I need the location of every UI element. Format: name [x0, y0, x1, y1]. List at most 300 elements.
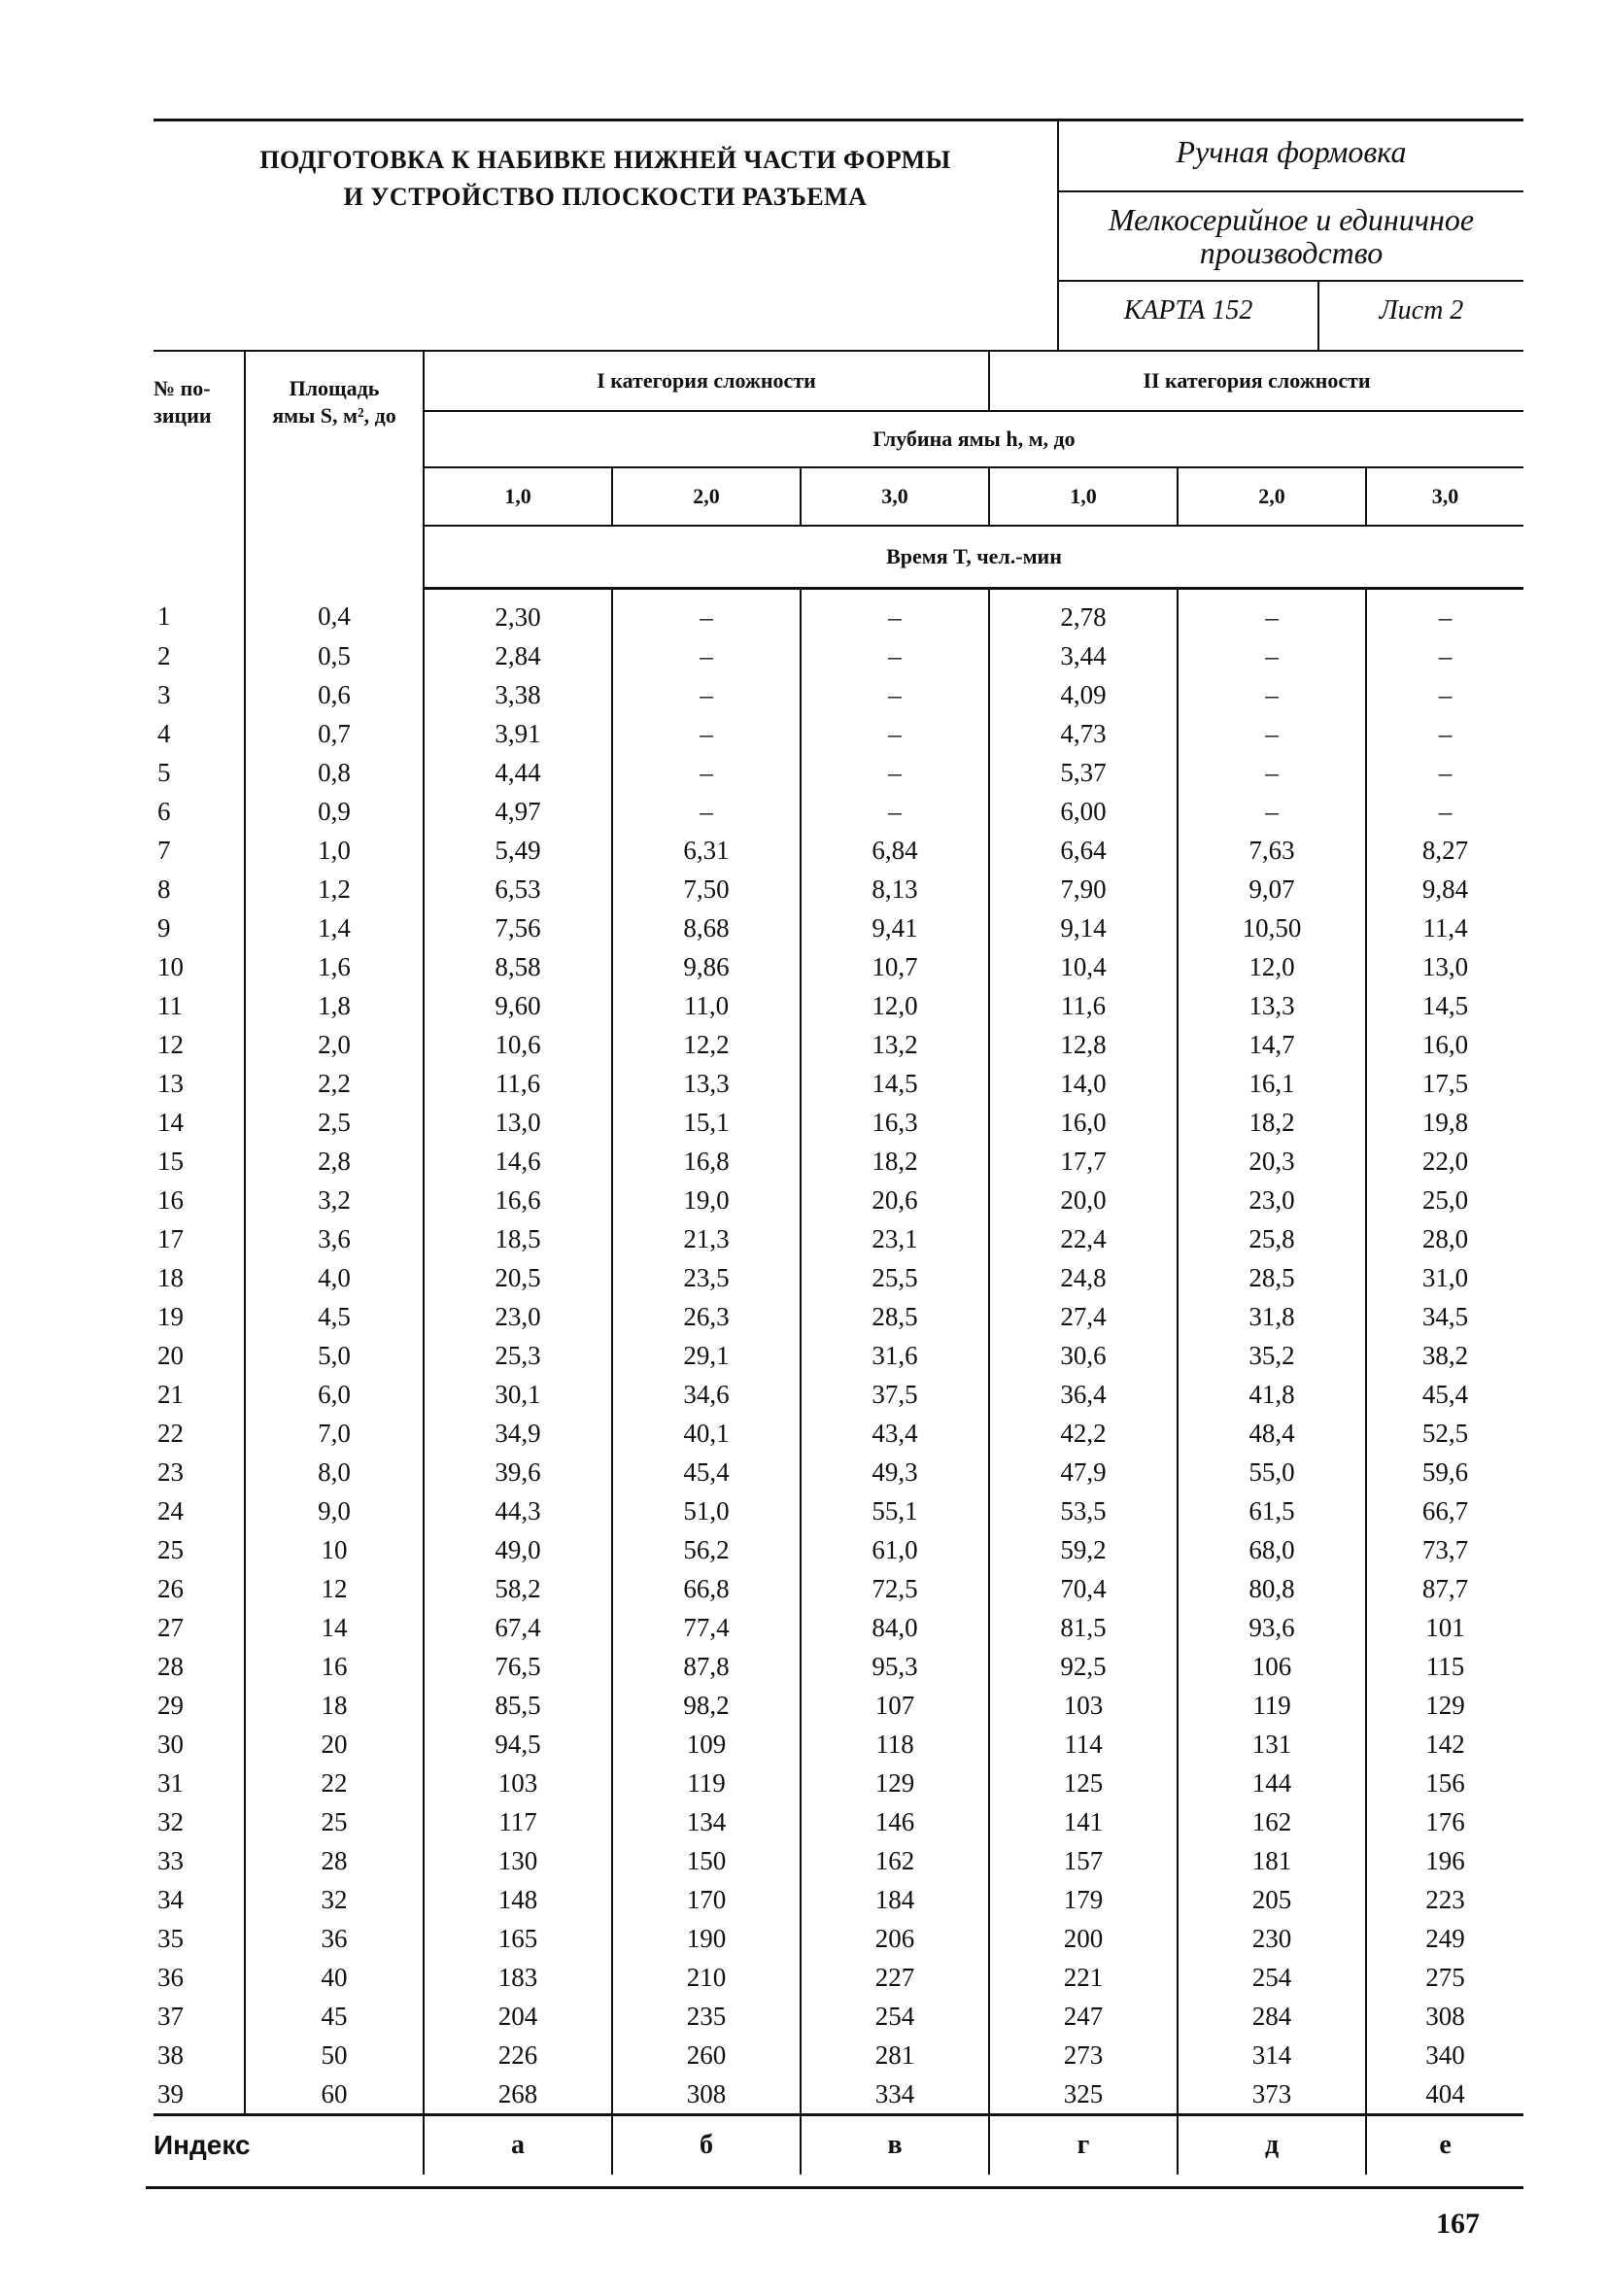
cell-time: – — [612, 589, 801, 637]
cell-time: 2,84 — [424, 636, 612, 675]
cell-area: 18 — [245, 1686, 424, 1725]
cell-time: 24,8 — [989, 1258, 1178, 1297]
cell-position: 28 — [157, 1652, 184, 1681]
table-row — [154, 1336, 1523, 1375]
cell-area: 0,4 — [245, 589, 424, 637]
cell-time: 27,4 — [989, 1297, 1178, 1336]
cell-time: 284 — [1178, 1997, 1366, 2036]
cell-time: 23,5 — [612, 1258, 801, 1297]
table-row — [154, 1142, 1523, 1181]
method-label: Ручная формовка — [1176, 134, 1407, 169]
cell-position: 21 — [157, 1380, 184, 1409]
cell-time: 39,6 — [424, 1453, 612, 1491]
cell-time: 13,3 — [612, 1064, 801, 1103]
cell-time: 14,6 — [424, 1142, 612, 1181]
cell-time: 16,3 — [801, 1103, 989, 1142]
cell-time: 119 — [612, 1764, 801, 1802]
cell-area: 0,6 — [245, 675, 424, 714]
cell-time: 92,5 — [989, 1647, 1178, 1686]
cell-time: 25,0 — [1366, 1181, 1523, 1219]
depth-value-2: 2,0 — [612, 467, 801, 526]
cell-time: 30,6 — [989, 1336, 1178, 1375]
cell-time: 80,8 — [1178, 1569, 1366, 1608]
cell-time: 325 — [989, 2074, 1178, 2115]
index-value-3: в — [801, 2115, 989, 2176]
cell-time: 6,00 — [989, 792, 1178, 831]
col-position-line1: № по- — [154, 376, 211, 400]
cell-position: 17 — [157, 1224, 184, 1253]
cell-time: 48,4 — [1178, 1414, 1366, 1453]
cell-time: 28,5 — [801, 1297, 989, 1336]
cell-time: – — [612, 753, 801, 792]
table-row — [154, 1491, 1523, 1530]
cell-time: – — [1178, 714, 1366, 753]
cell-time: – — [1178, 675, 1366, 714]
cell-time: 4,73 — [989, 714, 1178, 753]
cell-time: 125 — [989, 1764, 1178, 1802]
table-row — [154, 1725, 1523, 1764]
col-position-line2: зиции — [154, 403, 212, 428]
table-row — [154, 1569, 1523, 1608]
cell-area: 20 — [245, 1725, 424, 1764]
cell-time: 5,49 — [424, 831, 612, 870]
cell-time: – — [801, 792, 989, 831]
cell-time: 34,5 — [1366, 1297, 1523, 1336]
cell-time: – — [1178, 792, 1366, 831]
cell-time: 162 — [1178, 1802, 1366, 1841]
cell-time: 162 — [801, 1841, 989, 1880]
table-row — [154, 1608, 1523, 1647]
cell-time: 18,2 — [801, 1142, 989, 1181]
table-row — [154, 1997, 1523, 2036]
cell-time: – — [1366, 589, 1523, 637]
col-area-line1: Площадь — [289, 376, 380, 400]
cell-time: 223 — [1366, 1880, 1523, 1919]
cell-time: 25,5 — [801, 1258, 989, 1297]
cell-time: – — [1366, 714, 1523, 753]
cell-time: – — [1366, 675, 1523, 714]
cell-time: 13,0 — [424, 1103, 612, 1142]
time-header: Время T, чел.-мин — [424, 526, 1523, 589]
table-row — [154, 589, 1523, 637]
cell-position: 26 — [157, 1574, 184, 1603]
cell-time: 114 — [989, 1725, 1178, 1764]
cell-time: 36,4 — [989, 1375, 1178, 1414]
cell-time: 14,5 — [1366, 986, 1523, 1025]
cell-time: 106 — [1178, 1647, 1366, 1686]
cell-time: 142 — [1366, 1725, 1523, 1764]
cell-time: – — [1178, 753, 1366, 792]
cell-time: 12,0 — [801, 986, 989, 1025]
cell-position: 19 — [157, 1302, 184, 1331]
cell-time: 206 — [801, 1919, 989, 1958]
cell-time: 66,7 — [1366, 1491, 1523, 1530]
cell-area: 0,5 — [245, 636, 424, 675]
cell-time: 44,3 — [424, 1491, 612, 1530]
cell-time: 204 — [424, 1997, 612, 2036]
cell-position: 15 — [157, 1147, 184, 1176]
table-row — [154, 1258, 1523, 1297]
cell-time: 20,3 — [1178, 1142, 1366, 1181]
card-title — [154, 120, 1057, 352]
cell-time: 70,4 — [989, 1569, 1178, 1608]
table-row — [154, 2036, 1523, 2074]
cell-time: – — [612, 714, 801, 753]
cell-time: 52,5 — [1366, 1414, 1523, 1453]
cell-time: 190 — [612, 1919, 801, 1958]
cell-time: 22,4 — [989, 1219, 1178, 1258]
cell-time: 118 — [801, 1725, 989, 1764]
cell-time: 235 — [612, 1997, 801, 2036]
cell-time: 87,7 — [1366, 1569, 1523, 1608]
cell-position: 24 — [157, 1496, 184, 1525]
cell-time: 10,50 — [1178, 908, 1366, 947]
depth-value-6: 3,0 — [1366, 467, 1523, 526]
cell-time: 18,5 — [424, 1219, 612, 1258]
cell-position: 13 — [157, 1069, 184, 1098]
cell-time: 14,5 — [801, 1064, 989, 1103]
cell-position: 2 — [157, 641, 171, 670]
cell-time: – — [612, 792, 801, 831]
cell-time: 5,37 — [989, 753, 1178, 792]
cell-time: 2,30 — [424, 589, 612, 637]
cell-time: 4,44 — [424, 753, 612, 792]
cell-time: 14,0 — [989, 1064, 1178, 1103]
cell-time: 16,0 — [1366, 1025, 1523, 1064]
table-row — [154, 1103, 1523, 1142]
cell-time: 23,1 — [801, 1219, 989, 1258]
category-header-row — [154, 352, 1523, 411]
table-row — [154, 1219, 1523, 1258]
cell-position: 5 — [157, 758, 171, 787]
cell-time: 43,4 — [801, 1414, 989, 1453]
cell-time: 16,0 — [989, 1103, 1178, 1142]
cell-time: 170 — [612, 1880, 801, 1919]
cell-time: 49,3 — [801, 1453, 989, 1491]
cell-time: – — [801, 714, 989, 753]
cell-time: 308 — [1366, 1997, 1523, 2036]
cell-time: 18,2 — [1178, 1103, 1366, 1142]
cell-time: 20,5 — [424, 1258, 612, 1297]
cell-time: 9,14 — [989, 908, 1178, 947]
cell-time: 16,1 — [1178, 1064, 1366, 1103]
cell-time: 404 — [1366, 2074, 1523, 2115]
table-row — [154, 1414, 1523, 1453]
cell-time: 254 — [801, 1997, 989, 2036]
cell-time: 23,0 — [1178, 1181, 1366, 1219]
cell-time: 53,5 — [989, 1491, 1178, 1530]
cell-time: 16,6 — [424, 1181, 612, 1219]
col-area-line2: ямы S, м², до — [272, 403, 396, 428]
cell-time: 68,0 — [1178, 1530, 1366, 1569]
cell-position: 10 — [157, 952, 184, 981]
index-value-6: е — [1366, 2115, 1523, 2176]
cell-position: 32 — [157, 1807, 184, 1836]
cell-time: 15,1 — [612, 1103, 801, 1142]
table-row — [154, 908, 1523, 947]
cell-time: 26,3 — [612, 1297, 801, 1336]
cell-time: 28,0 — [1366, 1219, 1523, 1258]
bottom-rule — [146, 2186, 1523, 2189]
cell-position: 34 — [157, 1885, 184, 1914]
cell-time: 141 — [989, 1802, 1178, 1841]
depth-value-3: 3,0 — [801, 467, 989, 526]
cell-time: 14,7 — [1178, 1025, 1366, 1064]
cell-time: 51,0 — [612, 1491, 801, 1530]
cell-position: 1 — [157, 601, 171, 632]
cell-position: 18 — [157, 1263, 184, 1292]
cell-time: 146 — [801, 1802, 989, 1841]
depth-value-1: 1,0 — [424, 467, 612, 526]
cell-time: 49,0 — [424, 1530, 612, 1569]
cell-position: 29 — [157, 1691, 184, 1720]
cell-time: 109 — [612, 1725, 801, 1764]
cell-time: 200 — [989, 1919, 1178, 1958]
cell-time: 3,38 — [424, 675, 612, 714]
table-row — [154, 1686, 1523, 1725]
index-value-1: а — [424, 2115, 612, 2176]
cell-position: 9 — [157, 913, 171, 942]
cell-area: 32 — [245, 1880, 424, 1919]
cell-time: 157 — [989, 1841, 1178, 1880]
cell-time: 134 — [612, 1802, 801, 1841]
cell-time: 4,09 — [989, 675, 1178, 714]
cell-area: 36 — [245, 1919, 424, 1958]
cell-time: 47,9 — [989, 1453, 1178, 1491]
cell-time: 72,5 — [801, 1569, 989, 1608]
cell-time: 275 — [1366, 1958, 1523, 1997]
cell-time: 34,6 — [612, 1375, 801, 1414]
cell-time: 45,4 — [1366, 1375, 1523, 1414]
cell-time: 103 — [424, 1764, 612, 1802]
cell-time: 184 — [801, 1880, 989, 1919]
cell-time: 85,5 — [424, 1686, 612, 1725]
category1-header: I категория сложности — [424, 352, 989, 411]
cell-time: 73,7 — [1366, 1530, 1523, 1569]
cell-time: 22,0 — [1366, 1142, 1523, 1181]
cell-time: 34,9 — [424, 1414, 612, 1453]
cell-time: 249 — [1366, 1919, 1523, 1958]
cell-time: 55,0 — [1178, 1453, 1366, 1491]
cell-time: – — [801, 753, 989, 792]
cell-time: 13,2 — [801, 1025, 989, 1064]
cell-position: 11 — [157, 991, 183, 1020]
cell-time: 13,3 — [1178, 986, 1366, 1025]
table-row — [154, 1919, 1523, 1958]
cell-time: 227 — [801, 1958, 989, 1997]
table-row — [154, 1025, 1523, 1064]
cell-position: 8 — [157, 874, 171, 904]
card-number: КАРТА 152 — [1123, 295, 1253, 326]
cell-area: 1,0 — [245, 831, 424, 870]
cell-time: 196 — [1366, 1841, 1523, 1880]
cell-time: 59,2 — [989, 1530, 1178, 1569]
cell-time: 55,1 — [801, 1491, 989, 1530]
cell-time: 10,4 — [989, 947, 1178, 986]
cell-time: 8,27 — [1366, 831, 1523, 870]
cell-time: 4,97 — [424, 792, 612, 831]
cell-time: 76,5 — [424, 1647, 612, 1686]
cell-time: 205 — [1178, 1880, 1366, 1919]
cell-time: 42,2 — [989, 1414, 1178, 1453]
cell-area: 1,8 — [245, 986, 424, 1025]
cell-time: 6,84 — [801, 831, 989, 870]
cell-time: 8,13 — [801, 870, 989, 908]
cell-position: 31 — [157, 1768, 184, 1798]
table-row — [154, 1841, 1523, 1880]
cell-time: 98,2 — [612, 1686, 801, 1725]
cell-time: 254 — [1178, 1958, 1366, 1997]
cell-area: 1,4 — [245, 908, 424, 947]
depth-value-4: 1,0 — [989, 467, 1178, 526]
cell-time: 12,0 — [1178, 947, 1366, 986]
cell-time: 84,0 — [801, 1608, 989, 1647]
cell-time: 19,8 — [1366, 1103, 1523, 1142]
col-area-header — [245, 352, 424, 589]
cell-area: 3,2 — [245, 1181, 424, 1219]
card-title-line1: ПОДГОТОВКА К НАБИВКЕ НИЖНЕЙ ЧАСТИ ФОРМЫ — [259, 146, 951, 174]
cell-time: 7,63 — [1178, 831, 1366, 870]
cell-area: 22 — [245, 1764, 424, 1802]
cell-time: 129 — [801, 1764, 989, 1802]
cell-position: 20 — [157, 1341, 184, 1370]
cell-time: 11,4 — [1366, 908, 1523, 947]
cell-time: 7,50 — [612, 870, 801, 908]
cell-time: 93,6 — [1178, 1608, 1366, 1647]
cell-time: 9,41 — [801, 908, 989, 947]
cell-time: 19,0 — [612, 1181, 801, 1219]
table-row — [154, 675, 1523, 714]
index-value-2: б — [612, 2115, 801, 2176]
index-label: Индекс — [154, 2115, 424, 2176]
cell-position: 16 — [157, 1185, 184, 1215]
cell-position: 27 — [157, 1613, 184, 1642]
cell-time: 66,8 — [612, 1569, 801, 1608]
cell-time: 59,6 — [1366, 1453, 1523, 1491]
cell-time: 20,0 — [989, 1181, 1178, 1219]
header-rule-1 — [1057, 190, 1523, 192]
cell-time: – — [612, 675, 801, 714]
table-row — [154, 1453, 1523, 1491]
table-row — [154, 636, 1523, 675]
cell-position: 33 — [157, 1846, 184, 1875]
cell-position: 39 — [157, 2079, 184, 2108]
cell-area: 7,0 — [245, 1414, 424, 1453]
table-row — [154, 1802, 1523, 1841]
cell-area: 40 — [245, 1958, 424, 1997]
cell-time: 10,7 — [801, 947, 989, 986]
cell-time: 373 — [1178, 2074, 1366, 2115]
cell-area: 5,0 — [245, 1336, 424, 1375]
cell-time: – — [801, 675, 989, 714]
table-row — [154, 1181, 1523, 1219]
cell-time: 7,90 — [989, 870, 1178, 908]
cell-area: 14 — [245, 1608, 424, 1647]
cell-time: 17,5 — [1366, 1064, 1523, 1103]
cell-time: 179 — [989, 1880, 1178, 1919]
table-body — [154, 589, 1523, 2115]
table-row — [154, 1958, 1523, 1997]
cell-area: 12 — [245, 1569, 424, 1608]
cell-time: 9,60 — [424, 986, 612, 1025]
production-label-line1: Мелкосерийное и единичное — [1108, 202, 1475, 237]
table-row — [154, 1880, 1523, 1919]
cell-time: 10,6 — [424, 1025, 612, 1064]
table-row — [154, 792, 1523, 831]
cell-area: 1,2 — [245, 870, 424, 908]
cell-area: 16 — [245, 1647, 424, 1686]
cell-time: 25,3 — [424, 1336, 612, 1375]
cell-time: 268 — [424, 2074, 612, 2115]
cell-time: 131 — [1178, 1725, 1366, 1764]
table-row — [154, 753, 1523, 792]
cell-time: 230 — [1178, 1919, 1366, 1958]
cell-time: 156 — [1366, 1764, 1523, 1802]
cell-time: 6,64 — [989, 831, 1178, 870]
cell-time: 61,0 — [801, 1530, 989, 1569]
cell-time: 260 — [612, 2036, 801, 2074]
cell-area: 9,0 — [245, 1491, 424, 1530]
cell-time: 21,3 — [612, 1219, 801, 1258]
cell-area: 25 — [245, 1802, 424, 1841]
cell-position: 36 — [157, 1963, 184, 1992]
cell-area: 4,0 — [245, 1258, 424, 1297]
cell-time: 94,5 — [424, 1725, 612, 1764]
cell-time: 101 — [1366, 1608, 1523, 1647]
cell-position: 38 — [157, 2040, 184, 2070]
cell-area: 50 — [245, 2036, 424, 2074]
cell-time: 28,5 — [1178, 1258, 1366, 1297]
index-row — [154, 2115, 1523, 2176]
cell-time: 226 — [424, 2036, 612, 2074]
cell-time: – — [1178, 636, 1366, 675]
cell-time: 2,78 — [989, 589, 1178, 637]
cell-time: 58,2 — [424, 1569, 612, 1608]
depth-value-5: 2,0 — [1178, 467, 1366, 526]
cell-time: 176 — [1366, 1802, 1523, 1841]
cell-position: 4 — [157, 719, 171, 748]
cell-time: 9,86 — [612, 947, 801, 986]
table-row — [154, 1375, 1523, 1414]
cell-time: 107 — [801, 1686, 989, 1725]
cell-area: 8,0 — [245, 1453, 424, 1491]
cell-area: 4,5 — [245, 1297, 424, 1336]
cell-time: 6,53 — [424, 870, 612, 908]
cell-time: 7,56 — [424, 908, 612, 947]
card-title-line2: И УСТРОЙСТВО ПЛОСКОСТИ РАЗЪЕМА — [343, 183, 868, 211]
cell-time: 25,8 — [1178, 1219, 1366, 1258]
cell-time: – — [1366, 753, 1523, 792]
cell-time: 281 — [801, 2036, 989, 2074]
cell-area: 0,8 — [245, 753, 424, 792]
cell-time: 8,68 — [612, 908, 801, 947]
table-row — [154, 714, 1523, 753]
cell-time: 3,91 — [424, 714, 612, 753]
cell-time: – — [1366, 636, 1523, 675]
page-number: 167 — [1436, 2208, 1480, 2240]
cell-time: – — [1178, 589, 1366, 637]
cell-time: 117 — [424, 1802, 612, 1841]
cell-time: 150 — [612, 1841, 801, 1880]
cell-position: 37 — [157, 2002, 184, 2031]
cell-time: 77,4 — [612, 1608, 801, 1647]
norms-table — [154, 352, 1523, 2175]
cell-time: 31,6 — [801, 1336, 989, 1375]
cell-time: 314 — [1178, 2036, 1366, 2074]
cell-time: 3,44 — [989, 636, 1178, 675]
cell-time: 247 — [989, 1997, 1178, 2036]
card-header — [154, 120, 1523, 352]
